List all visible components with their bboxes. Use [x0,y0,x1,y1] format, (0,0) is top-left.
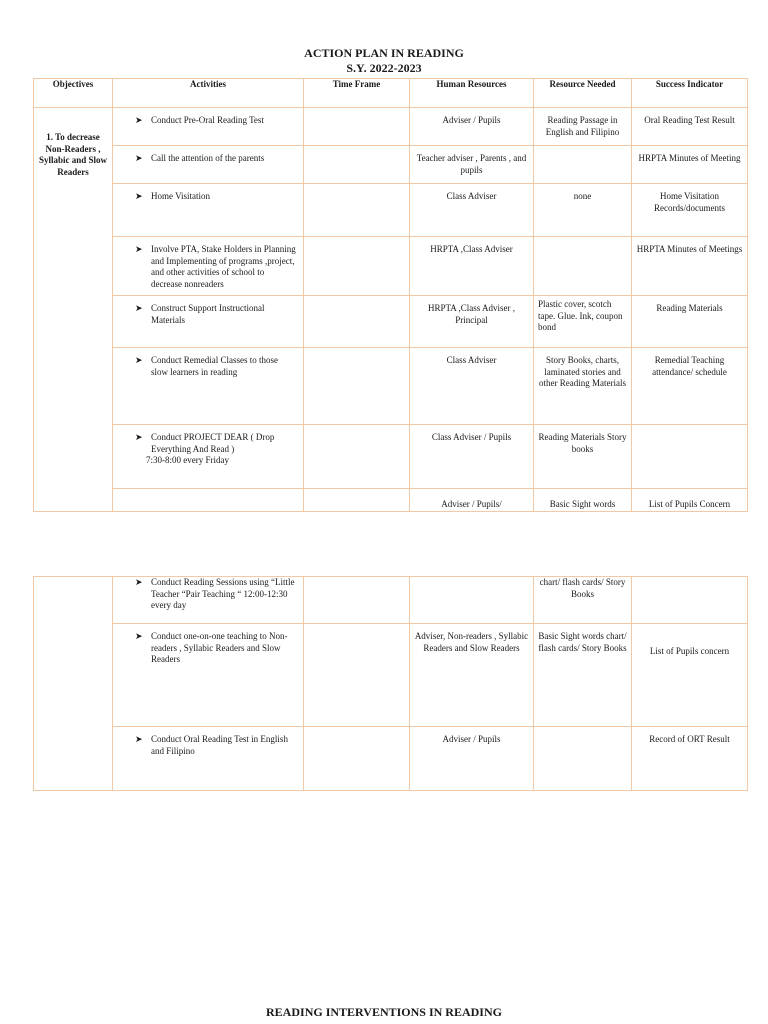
time-frame-cell-text [304,489,409,499]
human-resources-cell [410,348,534,425]
resource-needed-cell-text: Basic Sight words chart/ flash cards/ Story Books [538,631,627,653]
resource-needed-cell-text: Reading Materials Story books [538,432,627,454]
table-row [34,348,748,425]
success-indicator-cell-text: HRPTA Minutes of Meetings [636,244,743,254]
table-row [34,425,748,489]
time-frame-cell [304,727,410,791]
activity-text: Conduct Reading Sessions using “Little Teacher “Pair Teaching “ 12:00-12:30 every day [151,577,295,611]
activity-cell [113,489,304,512]
table-row [34,577,748,624]
table-row [34,184,748,237]
time-frame-cell-text [304,146,409,153]
human-resources-cell-text: Class Adviser / Pupils [431,432,512,442]
activity-text: Conduct Pre-Oral Reading Test [151,115,264,125]
human-resources-cell-text: Adviser / Pupils/ [441,499,502,509]
activity-schedule: 7:30-8:00 every Friday [146,455,229,466]
human-resources-cell-text: Adviser / Pupils [442,115,501,125]
resource-needed-cell-text: Plastic cover, scotch tape. Glue. Ink, coupon bond [538,299,623,333]
resource-needed-cell-text: Story Books, charts, laminated stories and other Reading Materials [539,355,626,389]
human-resources-cell [410,624,534,727]
activity-text: Conduct one-on-one teaching to Non-readers , Syllabic Readers and Slow Readers [151,631,288,665]
column-header-human-resources: Human Resources [410,79,534,108]
time-frame-cell [304,146,410,184]
resource-needed-cell-text [534,237,631,244]
resource-needed-cell [534,425,632,489]
resource-needed-cell [534,348,632,425]
human-resources-cell [410,184,534,237]
success-indicator-cell [632,489,748,512]
column-header-objectives: Objectives [34,79,113,108]
human-resources-cell-text: HRPTA ,Class Adviser [430,244,513,254]
human-resources-cell [410,425,534,489]
column-header-success-indicator: Success Indicator [632,79,748,108]
time-frame-cell-text [304,727,409,734]
arrow-bullet-icon: ➤ [135,244,143,254]
arrow-bullet-icon: ➤ [135,191,143,201]
activity-text: Conduct Remedial Classes to those slow learners in reading [151,355,278,377]
time-frame-cell-text [304,624,409,631]
objective-text: 1. To decrease Non-Readers , Syllabic and Slow Readers [38,132,108,178]
human-resources-cell [410,146,534,184]
table-row [34,296,748,348]
column-header-activities: Activities [113,79,304,108]
resource-needed-cell-text: chart/ flash cards/ Story Books [539,577,626,599]
activity-text: Conduct PROJECT DEAR ( Drop Everything And Read ) [151,432,275,454]
success-indicator-cell-text: List of Pupils concern [649,646,730,656]
success-indicator-cell-text: List of Pupils Concern [648,499,731,509]
time-frame-cell [304,577,410,624]
resource-needed-cell [534,727,632,791]
resource-needed-cell [534,577,632,624]
success-indicator-cell-text: HRPTA Minutes of Meeting [638,153,741,163]
header-row [34,79,748,108]
arrow-bullet-icon: ➤ [135,432,143,442]
success-indicator-cell [632,237,748,296]
arrow-bullet-icon: ➤ [135,115,143,125]
time-frame-cell-text [304,348,409,355]
activity-cell [113,727,304,791]
activity-text: Involve PTA, Stake Holders in Planning and Implementing of programs ,project, and other activities of school to decrease nonreaders [151,244,296,290]
column-header-time-frame: Time Frame [304,79,410,108]
human-resources-cell [410,108,534,146]
objective-cell [34,577,113,791]
success-indicator-cell [632,425,748,489]
resource-needed-cell-text [534,146,631,153]
time-frame-cell [304,489,410,512]
table-row [34,727,748,791]
time-frame-cell-text [304,425,409,432]
time-frame-cell-text [304,296,409,303]
table-row [34,237,748,296]
time-frame-cell [304,108,410,146]
activity-text: Construct Support Instructional Materials [151,303,265,325]
objective-cell [34,108,113,512]
activity-cell [113,577,304,624]
arrow-bullet-icon: ➤ [135,577,143,587]
human-resources-cell [410,237,534,296]
success-indicator-cell [632,296,748,348]
human-resources-cell [410,489,534,512]
success-indicator-cell-text [632,425,747,432]
resource-needed-cell-text: Reading Passage in English and Filipino [545,115,620,137]
human-resources-cell [410,727,534,791]
table-row [34,146,748,184]
human-resources-cell-text: HRPTA ,Class Adviser , Principal [427,303,516,325]
success-indicator-cell [632,184,748,237]
success-indicator-cell [632,146,748,184]
arrow-bullet-icon: ➤ [135,355,143,365]
resource-needed-cell [534,184,632,237]
activity-cell [113,184,304,237]
resource-needed-cell-text: Basic Sight words [549,499,616,509]
table-row [34,624,748,727]
activity-text: Home Visitation [151,191,211,201]
human-resources-cell-text: Class Adviser [446,355,497,365]
resource-needed-cell [534,237,632,296]
activity-text: Conduct Oral Reading Test in English and Filipino [151,734,288,756]
time-frame-cell [304,184,410,237]
resource-needed-cell [534,489,632,512]
activity-cell [113,237,304,296]
time-frame-cell [304,425,410,489]
success-indicator-cell-text: Remedial Teaching attendance/ schedule [652,355,727,377]
success-indicator-cell [632,727,748,791]
column-header-resource-needed: Resource Needed [534,79,632,108]
section-title: READING INTERVENTIONS IN READING [266,1005,502,1019]
human-resources-cell [410,577,534,624]
human-resources-cell-text: Adviser, Non-readers , Syllabic Readers and Slow Readers [414,631,529,653]
human-resources-cell-text: Adviser / Pupils [442,734,501,744]
human-resources-cell-text: Teacher adviser , Parents , and pupils [416,153,527,175]
table-row [34,108,748,146]
action-plan-table [33,78,748,512]
success-indicator-cell-text: Record of ORT Result [649,734,730,744]
table-row [34,489,748,512]
success-indicator-cell [632,348,748,425]
school-year: S.Y. 2022-2023 [346,61,422,75]
success-indicator-cell [632,624,748,727]
human-resources-cell-text: Class Adviser [446,191,497,201]
success-indicator-cell-text: Home Visitation Records/documents [654,191,725,213]
activity-cell [113,296,304,348]
time-frame-cell-text [304,184,409,191]
time-frame-cell [304,237,410,296]
activity-cell [113,425,304,489]
activity-cell [113,146,304,184]
time-frame-cell-text [304,237,409,244]
resource-needed-cell [534,146,632,184]
success-indicator-cell [632,108,748,146]
time-frame-cell [304,624,410,727]
resource-needed-cell-text: none [573,191,592,201]
arrow-bullet-icon: ➤ [135,631,143,641]
activity-cell [113,624,304,727]
arrow-bullet-icon: ➤ [135,153,143,163]
time-frame-cell [304,296,410,348]
resource-needed-cell [534,624,632,727]
action-plan-table-continued [33,576,748,791]
activity-text: Call the attention of the parents [151,153,265,163]
success-indicator-cell [632,577,748,624]
success-indicator-cell-text: Oral Reading Test Result [644,115,735,125]
arrow-bullet-icon: ➤ [135,303,143,313]
success-indicator-cell-text: Reading Materials [656,303,723,313]
time-frame-cell-text [304,108,409,115]
resource-needed-cell [534,296,632,348]
time-frame-cell [304,348,410,425]
activity-cell [113,108,304,146]
human-resources-cell [410,296,534,348]
activity-cell [113,348,304,425]
resource-needed-cell-text [534,727,631,734]
arrow-bullet-icon: ➤ [135,734,143,744]
page-title: ACTION PLAN IN READING [304,46,464,60]
resource-needed-cell [534,108,632,146]
